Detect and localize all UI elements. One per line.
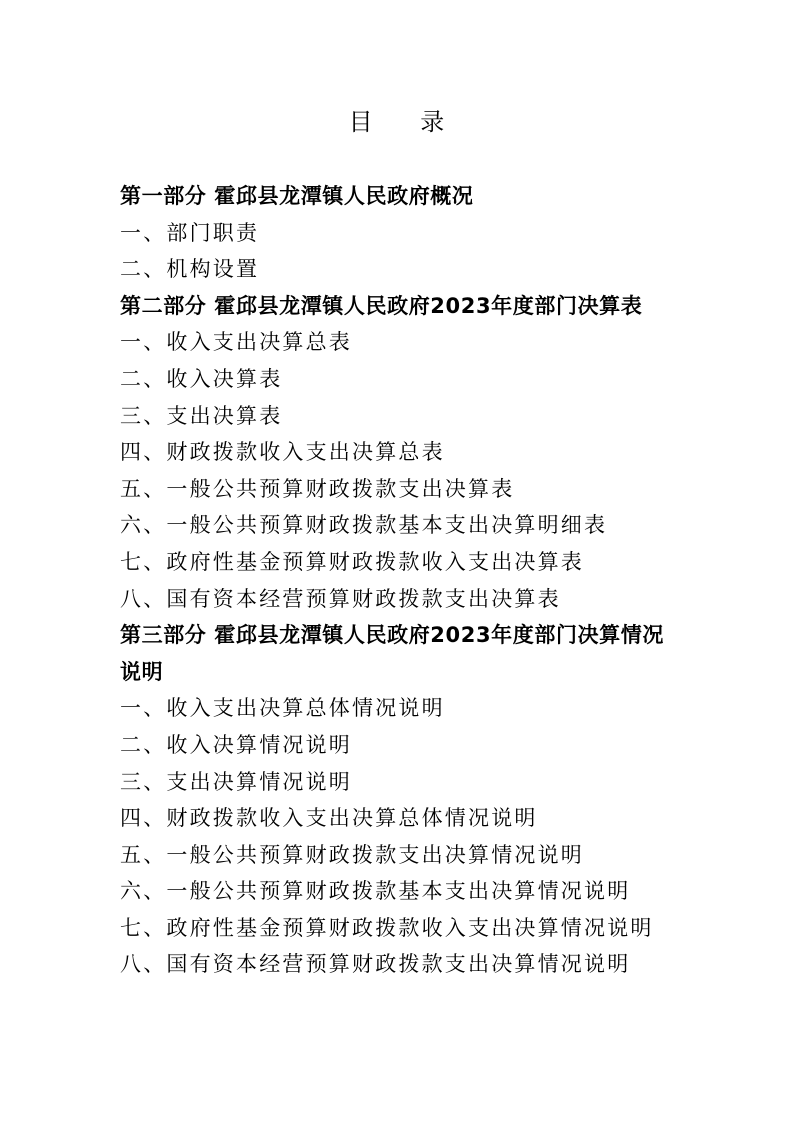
toc-entry[interactable]: 八、国有资本经营预算财政拨款支出决算表 (120, 586, 561, 611)
toc-entry[interactable]: 七、政府性基金预算财政拨款收入支出决算表 (120, 549, 584, 574)
toc-entry[interactable]: 二、机构设置 (120, 257, 260, 282)
toc-entry[interactable]: 五、一般公共预算财政拨款支出决算情况说明 (120, 842, 584, 867)
toc-entry[interactable]: 六、一般公共预算财政拨款基本支出决算明细表 (120, 513, 608, 538)
toc-entry[interactable]: 四、财政拨款收入支出决算总体情况说明 (120, 806, 538, 831)
toc-entry[interactable]: 三、支出决算表 (120, 403, 283, 428)
toc-entry[interactable]: 八、国有资本经营预算财政拨款支出决算情况说明 (120, 952, 631, 977)
toc-entry[interactable]: 二、收入决算情况说明 (120, 732, 352, 757)
toc-entry[interactable]: 五、一般公共预算财政拨款支出决算表 (120, 476, 515, 501)
toc-entry[interactable]: 四、财政拨款收入支出决算总表 (120, 440, 445, 465)
toc-entry[interactable]: 三、支出决算情况说明 (120, 769, 352, 794)
toc-entry[interactable]: 一、部门职责 (120, 220, 260, 245)
toc-entry[interactable]: 七、政府性基金预算财政拨款收入支出决算情况说明 (120, 915, 654, 940)
toc-entry[interactable]: 一、收入支出决算总体情况说明 (120, 696, 445, 721)
toc-entry[interactable]: 二、收入决算表 (120, 366, 283, 391)
toc-entry[interactable]: 一、收入支出决算总表 (120, 330, 352, 355)
toc-part-3-heading[interactable]: 第三部分 霍邱县龙潭镇人民政府2023年度部门决算情况说明 (120, 623, 664, 684)
table-of-contents (120, 178, 680, 983)
page-title: 目 录 (348, 108, 465, 136)
toc-part-1-heading[interactable]: 第一部分 霍邱县龙潭镇人民政府概况 (120, 184, 474, 208)
toc-part-2-heading[interactable]: 第二部分 霍邱县龙潭镇人民政府2023年度部门决算表 (120, 293, 643, 318)
toc-entry[interactable]: 六、一般公共预算财政拨款基本支出决算情况说明 (120, 879, 631, 904)
